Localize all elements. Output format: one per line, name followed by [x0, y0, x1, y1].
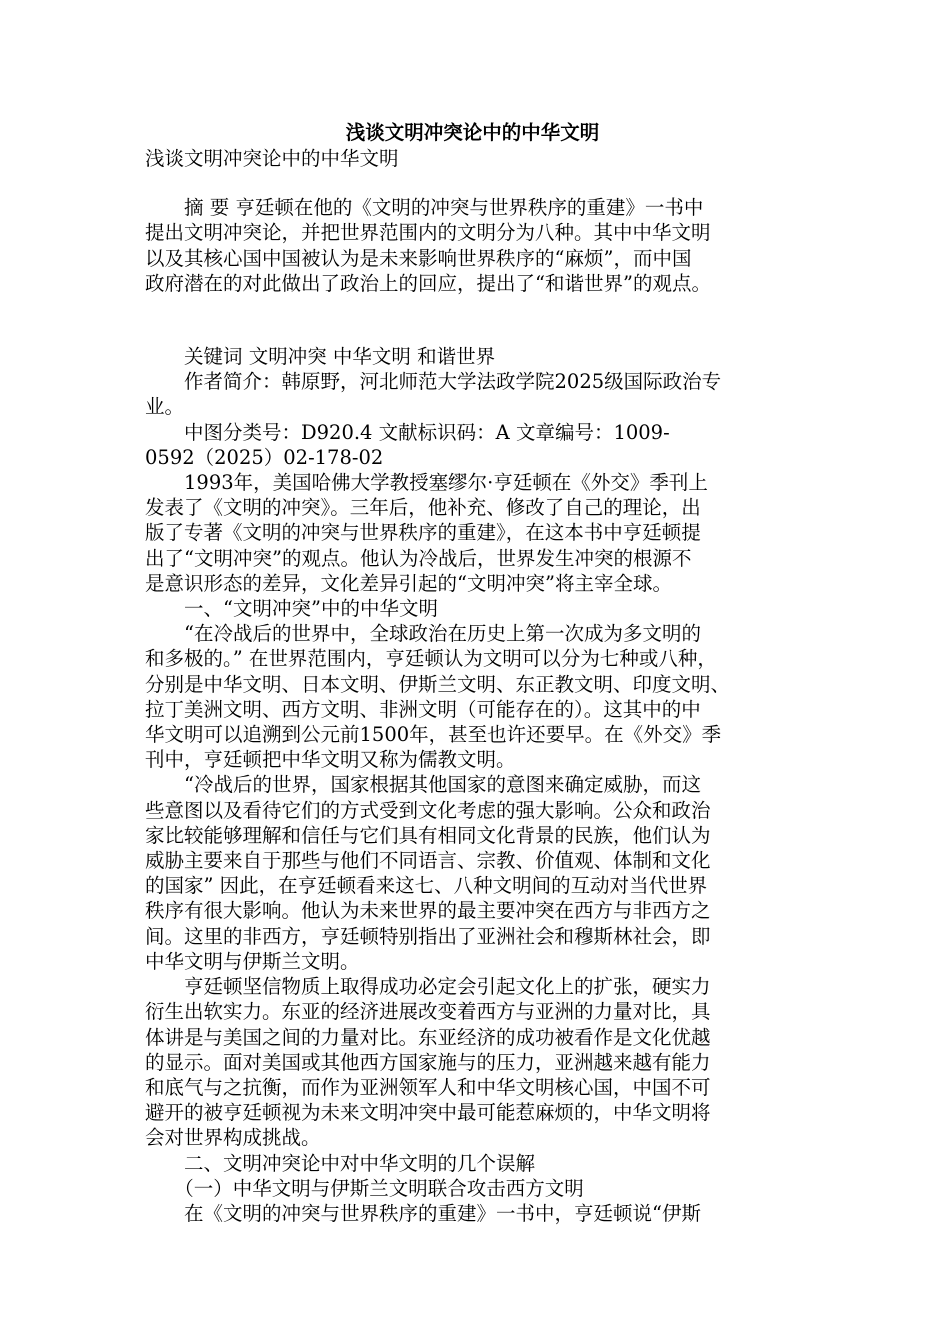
section-heading: 一、“文明冲突”中的中华文明: [145, 597, 438, 621]
meta-section: [145, 344, 800, 470]
document-title: 浅谈文明冲突论中的中华文明: [345, 121, 600, 144]
body-line: “冷战后的世界，国家根据其他国家的意图来确定威胁，而这: [145, 773, 701, 797]
spacer: [145, 296, 800, 344]
document-subtitle: 浅谈文明冲突论中的中华文明: [145, 147, 399, 170]
body-line: 秩序有很大影响。他认为未来世界的最主要冲突在西方与非西方之: [145, 899, 711, 923]
body-line: 会对世界构成挑战。: [145, 1126, 321, 1150]
abstract-section: [145, 195, 800, 296]
body-line: 间。这里的非西方，亨廷顿特别指出了亚洲社会和穆斯林社会，即: [145, 924, 711, 948]
body-line: 避开的被亨廷顿视为未来文明冲突中最可能惹麻烦的，中华文明将: [145, 1101, 711, 1125]
body-line: 发表了《文明的冲突》。三年后，他补充、修改了自己的理论，出: [145, 496, 701, 520]
subsection-heading: （一）中华文明与伊斯兰文明联合攻击西方文明: [145, 1176, 584, 1200]
body-line: 的显示。面对美国或其他西方国家施与的压力，亚洲越来越有能力: [145, 1050, 711, 1074]
body-line: 的国家” 因此，在亨廷顿看来这七、八种文明间的互动对当代世界: [145, 874, 708, 898]
abstract-line: 政府潜在的对此做出了政治上的回应，提出了“和谐世界”的观点。: [145, 271, 711, 295]
abstract-line: 摘 要 亨廷顿在他的《文明的冲突与世界秩序的重建》一书中: [145, 196, 704, 220]
body-line: 威胁主要来自于那些与他们不同语言、宗教、价值观、体制和文化: [145, 849, 711, 873]
body-line: 中华文明与伊斯兰文明。: [145, 949, 360, 973]
body-line: 1993年，美国哈佛大学教授塞缪尔·亨廷顿在《外交》季刊上: [145, 471, 708, 495]
body-section: [145, 470, 800, 1226]
body-line: 刊中，亨廷顿把中华文明又称为儒教文明。: [145, 748, 516, 772]
body-line: 版了专著《文明的冲突与世界秩序的重建》，在这本书中亨廷顿提: [145, 521, 701, 545]
spacer: [145, 171, 800, 195]
author-line: 作者简介：韩原野，河北师范大学法政学院2025级国际政治专: [145, 370, 722, 394]
body-line: 体讲是与美国之间的力量对比。东亚经济的成功被看作是文化优越: [145, 1025, 711, 1049]
body-line: 是意识形态的差异，文化差异引起的“文明冲突”将主宰全球。: [145, 571, 672, 595]
body-line: 华文明可以追溯到公元前1500年，甚至也许还要早。在《外交》季: [145, 723, 722, 747]
classification-line: 0592（2025）02-178-02: [145, 445, 384, 469]
keywords-line: 关键词 文明冲突 中华文明 和谐世界: [145, 345, 496, 369]
body-line: “在冷战后的世界中，全球政治在历史上第一次成为多文明的: [145, 622, 701, 646]
body-line: 拉丁美洲文明、西方文明、非洲文明（可能存在的）。这其中的中: [145, 697, 701, 721]
body-line: 出了“文明冲突”的观点。他认为冷战后，世界发生冲突的根源不: [145, 546, 692, 570]
author-line: 业。: [145, 395, 185, 419]
body-line: 和底气与之抗衡，而作为亚洲领军人和中华文明核心国，中国不可: [145, 1075, 711, 1099]
body-line: 在《文明的冲突与世界秩序的重建》一书中，亨廷顿说“伊斯: [145, 1201, 701, 1225]
body-line: 衍生出软实力。东亚的经济进展改变着西方与亚洲的力量对比，具: [145, 1000, 711, 1024]
section-heading: 二、文明冲突论中对中华文明的几个误解: [145, 1151, 536, 1175]
abstract-line: 提出文明冲突论，并把世界范围内的文明分为八种。其中中华文明: [145, 221, 711, 245]
classification-line: 中图分类号：D920.4 文献标识码：A 文章编号：1009-: [145, 420, 670, 444]
body-line: 分别是中华文明、日本文明、伊斯兰文明、东正教文明、印度文明、: [145, 672, 731, 696]
abstract-line: 以及其核心国中国被认为是未来影响世界秩序的“麻烦”，而中国: [145, 246, 692, 270]
body-line: 家比较能够理解和信任与它们具有相同文化背景的民族，他们认为: [145, 823, 711, 847]
body-line: 和多极的。” 在世界范围内，亨廷顿认为文明可以分为七种或八种，: [145, 647, 717, 671]
body-line: 些意图以及看待它们的方式受到文化考虑的强大影响。公众和政治: [145, 798, 711, 822]
body-line: 亨廷顿坚信物质上取得成功必定会引起文化上的扩张，硬实力: [145, 975, 711, 999]
